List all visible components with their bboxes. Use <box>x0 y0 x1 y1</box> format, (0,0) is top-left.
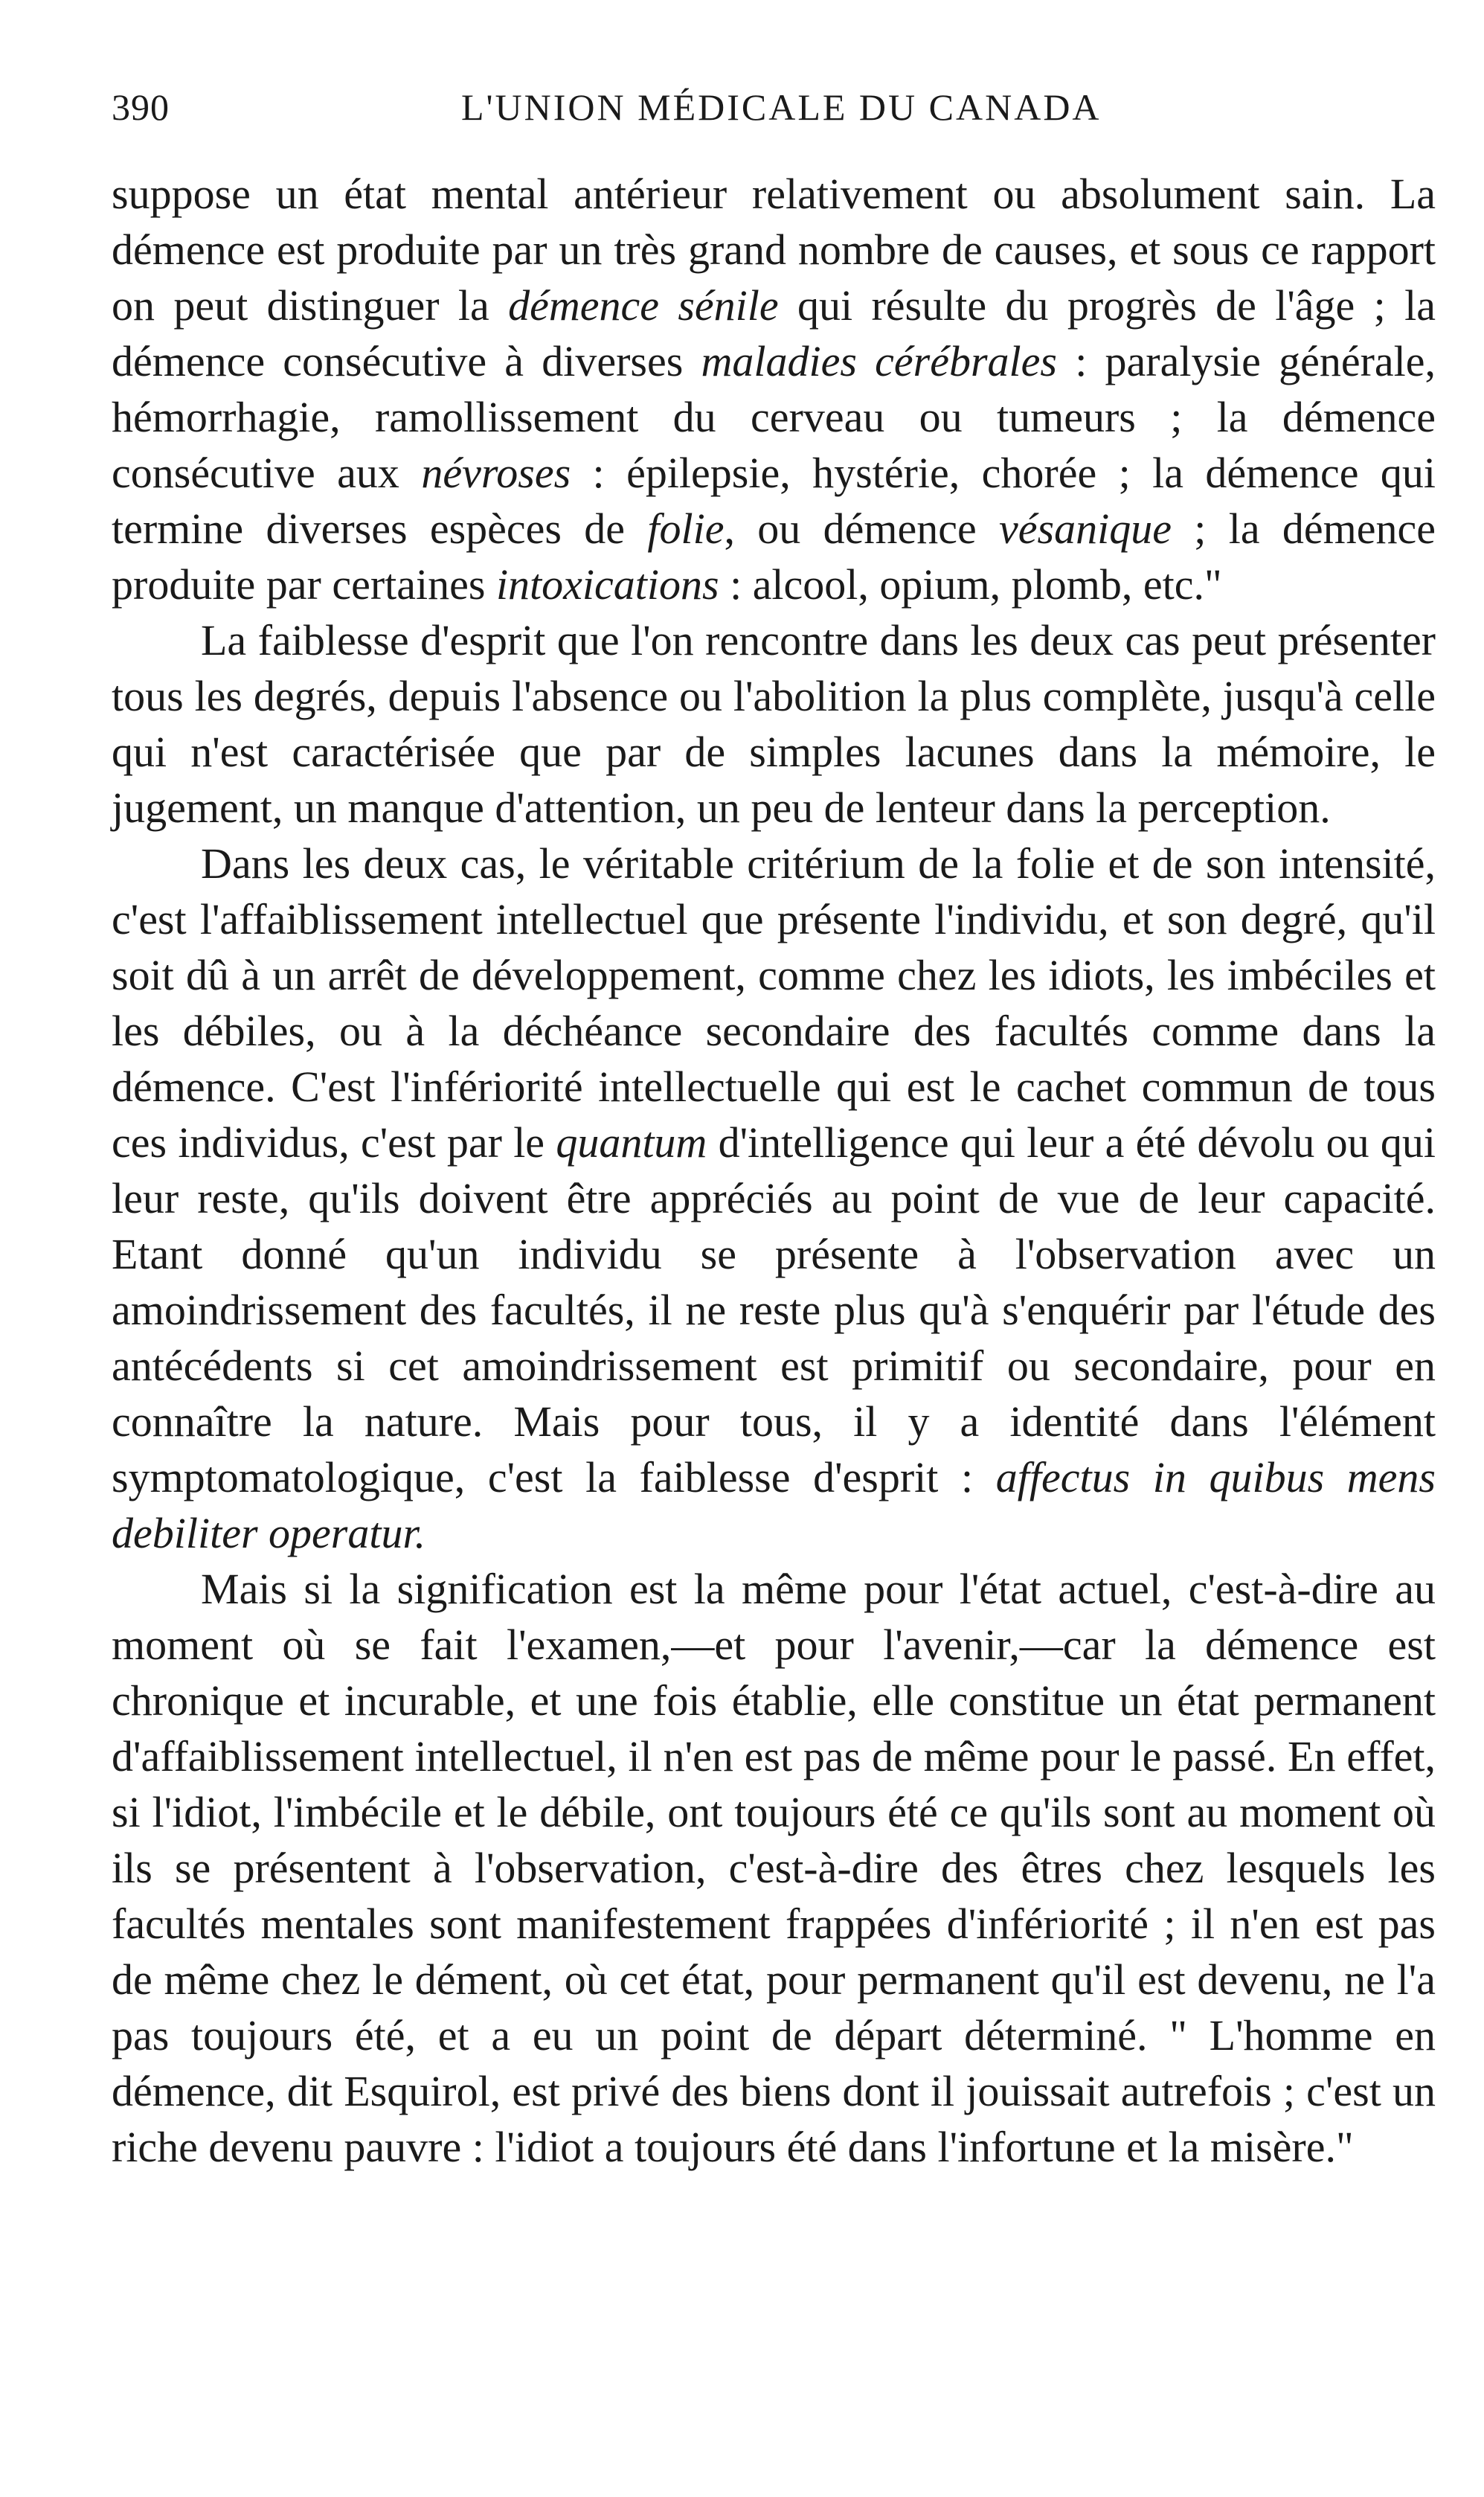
page-header <box>112 86 1436 145</box>
italic-run: quantum <box>556 1118 707 1167</box>
paragraph-1 <box>112 166 1436 612</box>
text-run: , ou démence <box>724 504 1000 553</box>
text-run: : alcool, opium, plomb, etc." <box>719 560 1222 609</box>
italic-run: folie <box>647 504 725 553</box>
italic-run: vésanique <box>999 504 1172 553</box>
italic-run: affectus in quibus mens debiliter operatur. <box>112 1453 1436 1557</box>
italic-run: démence sénile <box>508 281 779 330</box>
page-number: 390 <box>112 86 170 128</box>
text-run: Mais si la signification est la même pour l'état actuel, c'est-à-dire au moment où se fait l'examen,—et pour l'avenir,—car la démence est chronique et incurable, et une fois établie, elle constitue un état permanent d'affaiblissement intellectuel, il n'en est pas de même pour le passé. En effet, si l'idiot, l'imbécile et le débile, ont toujours été ce qu'ils sont au moment où ils se présentent à l'observation, c'est-à-dire des êtres chez lesquels les facultés mentales sont manifestement frappées d'infériorité ; il n'en est pas de même chez le dément, où cet état, pour permanent qu'il est devenu, ne l'a pas toujours été, et a eu un point de départ déterminé. " L'homme en démence, dit Esquirol, est privé des biens dont il jouissait autrefois ; c'est un riche devenu pauvre : l'idiot a toujours été dans l'infortune et la misère." <box>112 1565 1436 2171</box>
running-head: L'UNION MÉDICALE DU CANADA <box>461 86 1102 128</box>
paragraph-3 <box>112 836 1436 1561</box>
text-run: : paralysie générale, hémorrhagie, ramollissement du cerveau ou tumeurs ; la démence consécutive aux <box>112 337 1436 497</box>
text-run: suppose un état mental antérieur relativement ou absolument sain. La démence est produite par un très grand nombre de causes, et sous ce rapport on peut distinguer la <box>112 170 1436 330</box>
text-run: La faiblesse d'esprit que l'on rencontre dans les deux cas peut présenter tous les degrés, depuis l'absence ou l'abolition la plus complète, jusqu'à celle qui n'est caractérisée que par de simples lacunes dans la mémoire, le jugement, un manque d'attention, un peu de lenteur dans la perception. <box>112 616 1436 832</box>
text-run: qui résulte du progrès de l'âge ; la démence consécutive à diverses <box>112 281 1436 385</box>
text-run: : épilepsie, hystérie, chorée ; la démence qui termine diverses espèces de <box>112 449 1436 553</box>
book-page <box>112 86 1436 2175</box>
text-run: ; la démence produite par certaines <box>112 504 1436 609</box>
text-run: Dans les deux cas, le véritable critérium de la folie et de son intensité, c'est l'affaiblissement intellectuel que présente l'individu, et son degré, qu'il soit dû à un arrêt de développement, comme chez les idiots, les imbéciles et les débiles, ou à la déchéance secondaire des facultés comme dans la démence. C'est l'infériorité intellectuelle qui est le cachet commun de tous ces individus, c'est par le <box>112 839 1436 1167</box>
italic-run: intoxications <box>495 560 719 609</box>
paragraph-4 <box>112 1561 1436 2175</box>
paragraph-2 <box>112 612 1436 836</box>
italic-run: névroses <box>421 449 571 497</box>
text-run: d'intelligence qui leur a été dévolu ou qui leur reste, qu'ils doivent être appréciés au point de vue de leur capacité. Etant donné qu'un individu se présente à l'observation avec un amoindrissement des facultés, il ne reste plus qu'à s'enquérir par l'étude des antécédents si cet amoindrissement est primitif ou secondaire, pour en connaître la nature. Mais pour tous, il y a identité dans l'élément symptomatologique, c'est la faiblesse d'esprit : <box>112 1118 1436 1501</box>
body-text <box>112 166 1436 2175</box>
italic-run: maladies cérébrales <box>701 337 1057 385</box>
